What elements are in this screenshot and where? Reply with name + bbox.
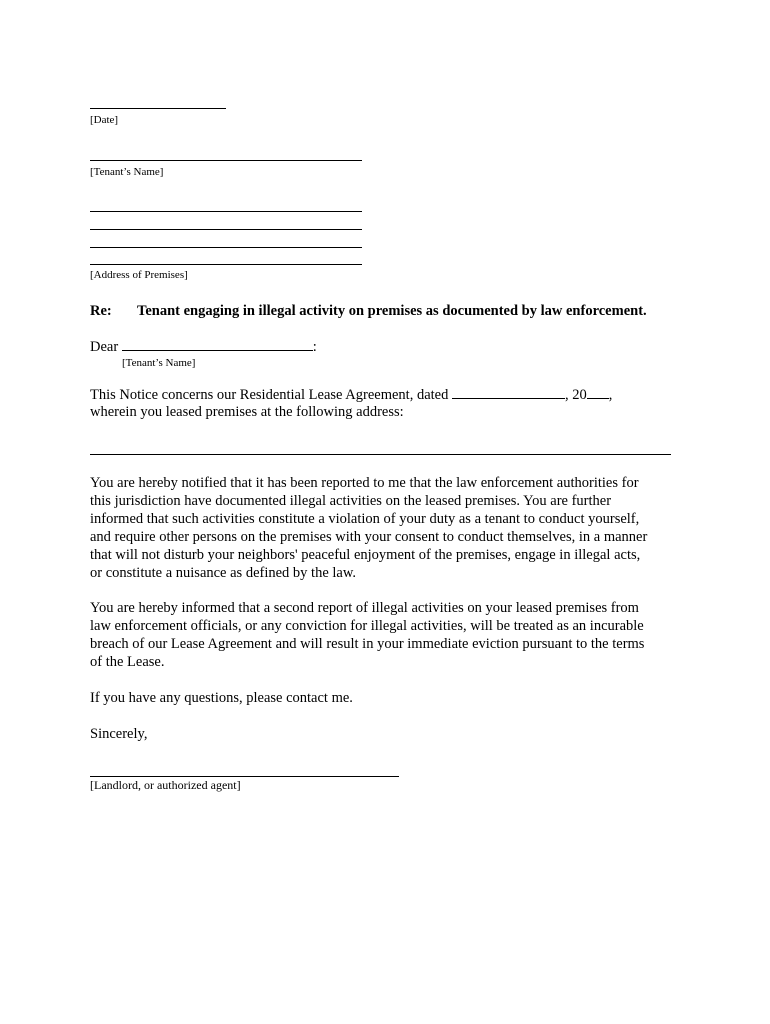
paragraph-line: You are hereby informed that a second report of illegal activities on your leased premises from <box>90 600 639 616</box>
paragraph-line: of the Lease. <box>90 654 165 670</box>
paragraph-line: law enforcement officials, or any conviction for illegal activities, will be treated as an incurable <box>90 618 644 634</box>
paragraph-line: You are hereby notified that it has been reported to me that the law enforcement authorities for <box>90 475 639 491</box>
salutation <box>90 337 317 356</box>
paragraph-line: and require other persons on the premises with your consent to conduct themselves, in a manner <box>90 529 648 545</box>
dear-word: Dear <box>90 339 119 355</box>
notice-paragraph-2 <box>90 599 644 671</box>
premises-address-line[interactable] <box>90 454 671 455</box>
paragraph-line: breach of our Lease Agreement and will result in your immediate eviction pursuant to the terms <box>90 636 645 652</box>
lease-year-blank[interactable] <box>587 385 609 399</box>
salutation-tenant-label: [Tenant’s Name] <box>122 357 196 369</box>
date-line[interactable] <box>90 108 226 109</box>
address-line-1[interactable] <box>90 211 362 212</box>
lease-date-blank[interactable] <box>452 385 565 399</box>
address-line-2[interactable] <box>90 229 362 230</box>
signature-line[interactable] <box>90 776 399 777</box>
re-subject: Tenant engaging in illegal activity on premises as documented by law enforcement. <box>137 303 647 319</box>
address-label: [Address of Premises] <box>90 269 188 281</box>
address-line-3[interactable] <box>90 247 362 248</box>
salutation-colon: : <box>312 339 317 355</box>
intro-line-1-end: , <box>608 387 613 403</box>
paragraph-line: informed that such activities constitute a violation of your duty as a tenant to conduct yourself, <box>90 511 640 527</box>
paragraph-line: this jurisdiction have documented illegal activities on the leased premises. You are further <box>90 493 612 509</box>
closing: Sincerely, <box>90 726 148 742</box>
intro-line-1-text: This Notice concerns our Residential Lease Agreement, dated <box>90 387 449 403</box>
salutation-tenant-blank[interactable] <box>122 337 313 351</box>
address-line-4[interactable] <box>90 264 362 265</box>
tenant-name-line[interactable] <box>90 160 362 161</box>
questions-line: If you have any questions, please contact me. <box>90 690 353 706</box>
intro-line-1 <box>90 385 612 404</box>
paragraph-line: or constitute a nuisance as defined by the law. <box>90 565 357 581</box>
notice-paragraph-1 <box>90 474 647 582</box>
signature-label: [Landlord, or authorized agent] <box>90 778 241 792</box>
intro-line-2: wherein you leased premises at the following address: <box>90 404 404 420</box>
tenant-name-label: [Tenant’s Name] <box>90 166 164 178</box>
intro-year-prefix: , 20 <box>564 387 587 403</box>
paragraph-line: that will not disturb your neighbors' peaceful enjoyment of the premises, engage in illegal acts, <box>90 547 641 563</box>
date-label: [Date] <box>90 114 119 126</box>
re-prefix: Re: <box>90 303 112 319</box>
